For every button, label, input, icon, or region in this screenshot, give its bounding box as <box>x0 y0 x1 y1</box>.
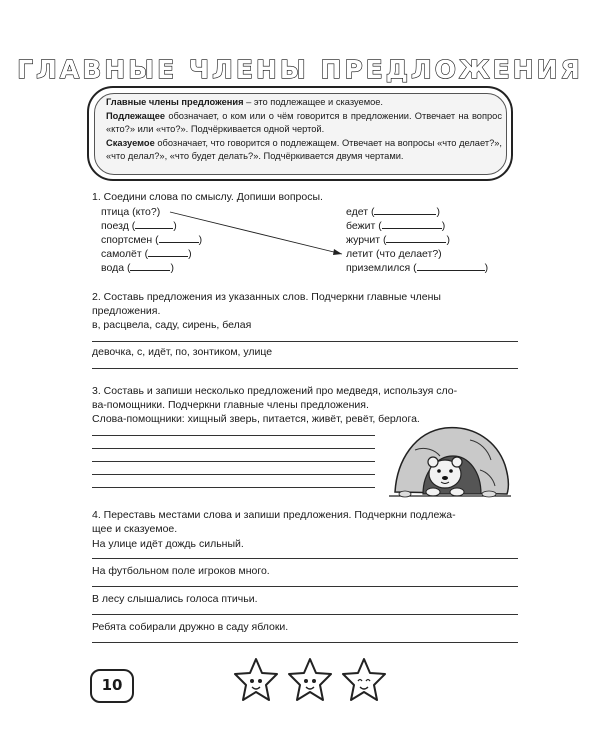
rule-text-2: обозначает, о ком или о чём говорится в предложении. Отвечает на вопрос «кто?» или «что?». Подчёркивается одной чертой. <box>106 110 502 134</box>
right-word: приземлился <box>346 262 411 274</box>
left-hint: (кто?) <box>132 206 161 218</box>
left-word: самолёт <box>101 248 142 260</box>
answer-line[interactable] <box>92 487 375 488</box>
paren: ( <box>378 220 382 232</box>
rule-text-3: обозначает, что говорится о подлежащем. Отвечает на вопросы «что делает?», «что делал?», «что будет делать?». Подчёркивается двумя чертами. <box>106 137 502 161</box>
task3-helpers: Слова-помощники: хищный зверь, питается, живёт, ревёт, берлога. <box>92 413 420 425</box>
right-word: журчит <box>346 234 381 246</box>
paren: ( <box>370 206 375 218</box>
left-word: спортсмен <box>101 234 153 246</box>
paren: ) <box>188 248 192 260</box>
task4-sentence: На футбольном поле игроков много. <box>92 565 270 577</box>
rule-text-1: – это подлежащее и сказуемое. <box>243 97 384 107</box>
left-word: вода <box>101 262 125 274</box>
right-hint: (что делает?) <box>376 248 442 260</box>
task1-heading: 1. Соедини слова по смыслу. Допиши вопросы. <box>92 191 323 203</box>
paren: ) <box>198 234 203 246</box>
answer-line[interactable] <box>92 558 518 559</box>
answer-line[interactable] <box>92 642 518 643</box>
task2-heading-1: 2. Составь предложения из указанных слов. Подчеркни главные члены <box>92 291 441 303</box>
paren: ) <box>173 220 177 232</box>
paren: ) <box>441 220 446 232</box>
left-word: поезд <box>101 220 129 232</box>
task2-words-1: в, расцвела, саду, сирень, белая <box>92 319 252 331</box>
paren: ) <box>436 206 440 218</box>
bear-den-illustration <box>385 420 515 500</box>
right-word: едет <box>346 206 369 218</box>
task4-sentence: На улице идёт дождь сильный. <box>92 538 244 550</box>
paren: ) <box>484 262 489 274</box>
task2-words-2: девочка, с, идёт, по, зонтиком, улице <box>92 346 273 358</box>
answer-line[interactable] <box>92 368 518 369</box>
paren: ( <box>413 262 417 274</box>
task3-heading-2: ва-помощники. Подчеркни главные члены предложения. <box>92 399 369 411</box>
paren: ) <box>170 262 174 274</box>
rule-term-main: Главные члены предложения <box>106 97 244 107</box>
answer-line[interactable] <box>92 448 375 449</box>
star-icon <box>343 659 385 700</box>
page-title: ГЛАВНЫЕ ЧЛЕНЫ ПРЕДЛОЖЕНИЯ <box>17 55 583 84</box>
task3-heading-1: 3. Составь и запиши несколько предложений про медведя, используя сло- <box>92 385 458 397</box>
answer-line[interactable] <box>92 435 375 436</box>
paren: ( <box>131 220 136 232</box>
right-word: летит <box>346 248 374 260</box>
right-word: бежит <box>346 220 376 232</box>
paren: ( <box>126 262 131 274</box>
task4-sentence: Ребята собирали дружно в саду яблоки. <box>92 621 289 633</box>
answer-line[interactable] <box>92 614 518 615</box>
answer-line[interactable] <box>92 586 518 587</box>
paren: ( <box>155 234 159 246</box>
task2-heading-2: предложения. <box>92 305 161 317</box>
rule-term-subject: Подлежащее <box>106 110 166 121</box>
paren: ( <box>382 234 387 246</box>
task4-heading-2: щее и сказуемое. <box>92 523 178 535</box>
answer-line[interactable] <box>92 474 375 475</box>
task4-sentence: В лесу слышались голоса птичьи. <box>92 593 258 605</box>
answer-line[interactable] <box>92 461 375 462</box>
answer-line[interactable] <box>92 341 518 342</box>
paren: ( <box>144 248 149 260</box>
left-word: птица <box>101 206 130 218</box>
task4-heading-1: 4. Переставь местами слова и запиши предложения. Подчеркни подлежа- <box>92 509 456 521</box>
rule-term-predicate: Сказуемое <box>106 137 155 148</box>
star-icon <box>289 659 331 700</box>
star-decoration <box>230 655 390 707</box>
star-icon <box>235 659 277 700</box>
page-number: 10 <box>90 669 134 703</box>
paren: ) <box>446 234 450 246</box>
